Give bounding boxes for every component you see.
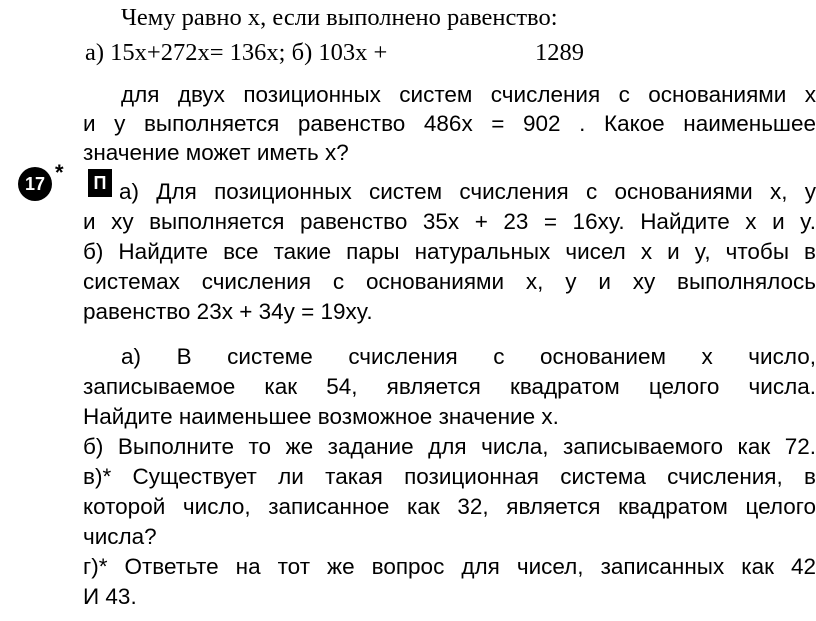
line-15: в)* Существует ли такая позиционная система счисления, в bbox=[83, 464, 816, 489]
line-1: Чему равно x, если выполнено равенство: bbox=[121, 4, 558, 31]
line-2b: 1289 bbox=[535, 39, 584, 66]
line-13: Найдите наименьшее возможное значение x. bbox=[83, 404, 559, 429]
line-19: И 43. bbox=[83, 584, 137, 609]
line-17: числа? bbox=[83, 524, 157, 549]
task-star: * bbox=[55, 160, 64, 185]
line-2: а) 15x+272x= 136x; б) 103x + bbox=[85, 39, 388, 66]
letter-p-icon: П bbox=[88, 169, 112, 197]
line-6: а) Для позиционных систем счисления с основаниями x, y bbox=[119, 179, 816, 204]
line-5: значение может иметь x? bbox=[83, 140, 349, 165]
line-8: б) Найдите все такие пары натуральных чисел x и y, чтобы в bbox=[83, 239, 816, 264]
task-number-badge: 17 bbox=[18, 167, 52, 201]
line-9: системах счисления с основаниями x, у и xy выполнялось bbox=[83, 269, 816, 294]
line-16: которой число, записанное как 32, является квадратом целого bbox=[83, 494, 816, 519]
line-12: записываемое как 54, является квадратом целого числа. bbox=[83, 374, 816, 399]
line-10: равенство 23x + 34y = 19xy. bbox=[83, 299, 373, 324]
line-7: и xy выполняется равенство 35x + 23 = 16xy. Найдите x и y. bbox=[83, 209, 816, 234]
line-18: г)* Ответьте на тот же вопрос для чисел, записанных как 42 bbox=[83, 554, 816, 579]
line-14: б) Выполните то же задание для числа, записываемого как 72. bbox=[83, 434, 816, 459]
line-4: и у выполняется равенство 486x = 902 . Какое наименьшее bbox=[83, 111, 816, 136]
line-3: для двух позиционных систем счисления с основаниями x bbox=[121, 82, 816, 107]
line-11: а) В системе счисления с основанием x число, bbox=[121, 344, 816, 369]
